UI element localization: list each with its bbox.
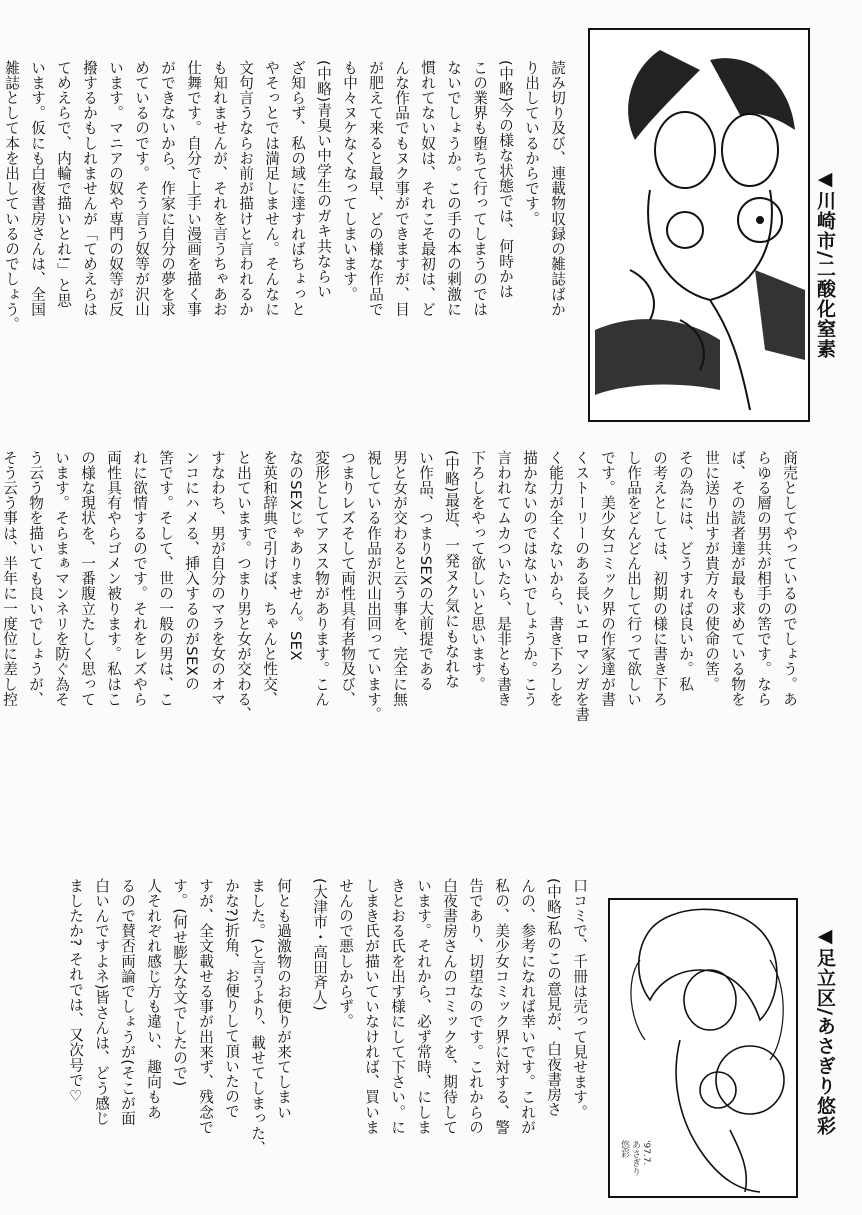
text-line: らゆる層の男共が相手の筈です。なら [755,450,772,707]
text-line: るので賛否両論でしょうが(そこが面 [119,878,136,1126]
text-line: すが、全文載せる事が出来ず、残念で [197,878,214,1135]
text-line: と出ています。つまり男と女が交わる、 [235,450,252,722]
caption-top: ◀川崎市/二酸化窒素 [814,168,836,359]
signature-line: 悠彩 [619,1140,629,1158]
text-line: 何とも過激物のお便りが来てしまい [275,878,292,1120]
text-line: (中略)青臭い中学生のガキ共ならい [315,60,332,299]
text-line: そう云う事は、半年に一度位に差し控 [1,450,18,707]
text-line: 変形としてアヌス物があります。こん [313,450,330,707]
artist-signature [618,1140,651,1190]
signature-line: あさぎり [630,1140,640,1176]
text-line: んな作品でもヌク事ができますが、目 [393,60,410,317]
text-line: 私の、美少女コミック界に対する、警 [493,878,510,1135]
text-line: 白いんですよネ)皆さんは、どう感じ [93,878,110,1126]
text-line: 人それぞれ感じ方も違い、趣向もあ [145,878,162,1120]
text-line: れに欲情するのです。それをレズやら [131,450,148,707]
text-line: せんので悪しからず。 [337,878,354,1029]
text-line: も中々ヌケなくなってしまいます。 [341,60,358,302]
letter-author: (大津市・高田斉人) [311,878,328,1012]
text-line: 雑誌として本を出しているのでしょう。 [3,60,20,332]
text-line: (中略)今の様な状態では、何時かは [497,60,514,299]
text-line: ができないから、作家に自分の夢を求 [159,60,176,317]
signature-line: '97.7. [641,1140,651,1166]
text-line: くストーリーのある長いエロマンガを書 [573,450,590,722]
text-line: すなわち、男が自分のマラを女のオマ [209,450,226,707]
text-line: てめえらで、内輪で描いとれ!」と思 [55,60,72,308]
text-line: 視している作品が沢山出回っています。 [365,450,382,722]
text-line: す。(何せ膨大な文でしたので) [171,878,188,1087]
text-line: 慣れてない奴は、それこそ最初は、ど [419,60,436,317]
text-line: つまりレズそして両性具有者物及び、 [339,450,356,707]
caption-bottom: ◀足立区/あさぎり悠彩 [814,925,836,1136]
text-line: 白夜書房さんのコミックを、期待して [441,878,458,1135]
text-line: しまき氏が描いていなければ、買いま [363,878,380,1135]
text-line: 撥するかもしれませんが「てめえらは [81,60,98,317]
text-line: 告であり、切望なのです。これからの [467,878,484,1135]
text-line: の様な現状を、一番腹立たしく思って [79,450,96,707]
text-line: 世に送り出すが貴方々の使命の筈。 [703,450,720,692]
text-line: い作品、つまりSEXの大前提である [417,450,434,692]
text-line: 言われてムカついたら、是非とも書き [495,450,512,707]
text-line: う云う物を描いても良いでしょうが、 [27,450,44,707]
text-line: 仕舞です。自分で上手い漫画を描く事 [185,60,202,317]
text-line: めているのです。そう言う奴等が沢山 [133,60,150,317]
text-line: し作品をどんどん出して行って欲しい [625,450,642,707]
text-line: きとおる氏を出す様にして下さい。に [389,878,406,1135]
text-line: (中略)私のこの意見が、白夜書房さ [545,878,562,1117]
text-line: います。仮にも白夜書房さんは、全国 [29,60,46,317]
text-line: やそっとでは満足しません。そんなに [263,60,280,317]
text-line: 男と女が交わると云う事を、完全に無 [391,450,408,707]
illustration-top-art [590,30,808,420]
text-line: 筈です。そして、世の一般の男は、こ [157,450,174,707]
text-line: います。マニアの奴や専門の奴等が反 [107,60,124,317]
text-line: 読み切り及び、連載物収録の雑誌ばか [549,60,566,317]
text-block-bottom-left [60,878,296,1178]
text-line: 口コミで、千冊は売って見せます。 [571,878,588,1120]
text-line: います。そらまぁマンネリを防ぐ為そ [53,450,70,707]
text-line: ましたか? それでは、又次号で♡ [67,878,84,1106]
text-line: 両性具有やらゴメン被ります。私はこ [105,450,122,707]
text-block-middle [1,450,802,845]
text-line: 文句言うならお前が描けと言われるか [237,60,254,317]
text-line: 下ろしをやって欲しいと思います。 [469,450,486,692]
text-line: その為には、どうすれば良いか。私 [677,450,694,692]
text-line: 商売としてやっているのでしょう。あ [781,450,798,707]
text-line: ば、その読者達が最も求めている物を [729,450,746,707]
text-line: んの、参考になれば幸いです。これが [519,878,536,1135]
text-line: ンコにハメる、挿入するのがSEXの [183,450,200,692]
text-line: ないでしょうか。この手の本の刺激に [445,60,462,317]
text-line: ざ知らず、私の域に達すればちょっと [289,60,306,317]
text-line: です。美少女コミック界の作家達が書 [599,450,616,707]
text-block-bottom-right [300,878,592,1178]
text-line: 描かないのではないでしょうか。こう [521,450,538,707]
text-line: ました。(と言うより、載せてしまった、 [249,878,266,1156]
text-line: く能力が全くないから、書き下ろしを [547,450,564,707]
text-line: なのSEXじゃありません。SEX [287,450,304,661]
text-line: を英和辞典で引けば、ちゃんと性交、 [261,450,278,707]
text-line: この業界も堕ちて行ってしまうのでは [471,60,488,317]
text-line: も知れませんが、それを言うちゃあお [211,60,228,317]
text-line: の考えとしては、初期の様に書き下ろ [651,450,668,707]
text-line: り出しているからです。 [523,60,540,227]
text-line: かな?)折角、お便りして頂いたので [223,878,240,1119]
text-line: (中略)最近、一発ヌク気にもなれな [443,450,460,689]
illustration-top [588,28,810,422]
text-line: います。それから、必ず常時、にしま [415,878,432,1135]
text-line: が肥えて来ると最早、どの様な作品で [367,60,384,317]
text-block-top [3,60,570,420]
